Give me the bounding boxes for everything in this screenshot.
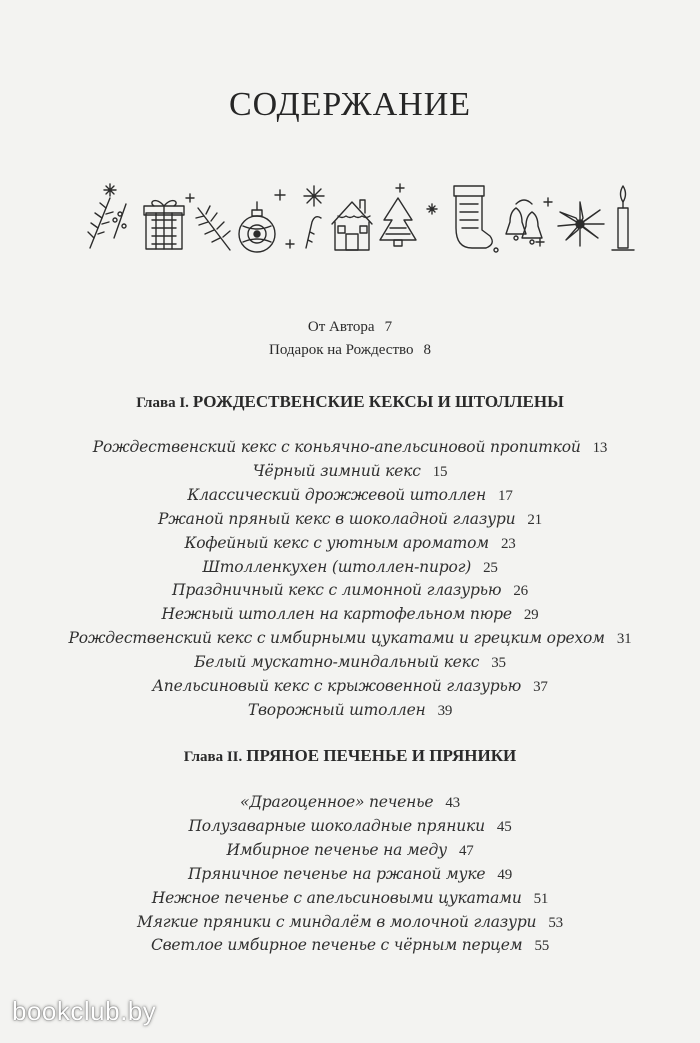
entry-label: Подарок на Рождество: [269, 341, 414, 358]
toc-entry[interactable]: [0, 603, 700, 627]
toc-entry[interactable]: [0, 934, 700, 958]
entry-label: Кофейный кекс с уютным ароматом: [184, 533, 489, 552]
toc-entry[interactable]: [0, 863, 700, 887]
toc-entry-intro-0[interactable]: [0, 316, 700, 339]
toc-entry[interactable]: [0, 556, 700, 580]
candy-cane-icon: [306, 217, 321, 248]
entry-page: 25: [483, 559, 498, 576]
entry-label: Чёрный зимний кекс: [252, 461, 421, 480]
entry-page: 45: [496, 818, 512, 835]
entry-label: Светлое имбирное печенье с чёрным перцем: [150, 936, 523, 955]
entry-page: 13: [592, 440, 608, 456]
entry-label: Нежный штоллен на картофельном пюре: [161, 605, 512, 624]
gift-box-icon: [144, 201, 184, 249]
christmas-ornaments-illustration: [80, 168, 640, 258]
toc-entry[interactable]: [0, 579, 700, 603]
entry-page: 35: [491, 655, 506, 672]
snowflake-icon: [427, 204, 437, 214]
watermark: bookclub.by: [12, 996, 157, 1026]
page-title: СОДЕРЖАНИЕ: [228, 86, 472, 123]
entry-label: Праздничный кекс с лимонной глазурью: [172, 581, 502, 600]
entry-label: Пряничное печенье на ржаной муке: [188, 864, 486, 883]
entry-page: 37: [533, 679, 548, 696]
toc-entry[interactable]: [0, 484, 700, 508]
entry-label: Штолленкухен (штоллен-пирог): [202, 557, 472, 576]
entry-label: Рождественский кекс с имбирными цукатами и грецким орехом: [68, 629, 605, 648]
intro-section: [0, 316, 700, 361]
chapter-1-entries: [0, 436, 700, 723]
snowflake-icon: [104, 184, 116, 196]
entry-page: 15: [432, 463, 448, 480]
entry-page: 7: [384, 319, 393, 335]
toc-entry[interactable]: [0, 887, 700, 911]
chapter-2-heading: [0, 746, 700, 766]
toc-entry[interactable]: [0, 532, 700, 556]
chapter-prefix: Глава II.: [183, 749, 243, 765]
entry-label: Апельсиновый кекс с крыжовенной глазурью: [152, 677, 522, 696]
entry-page: 53: [548, 914, 563, 931]
toc-entry[interactable]: [0, 839, 700, 863]
chapter-title: РОЖДЕСТВЕНСКИЕ КЕКСЫ И ШТОЛЛЕНЫ: [192, 392, 564, 411]
fir-branch-icon: [196, 206, 230, 250]
bells-icon: [506, 200, 542, 244]
entry-label: Полузаварные шоколадные пряники: [188, 816, 485, 835]
entry-label: Имбирное печенье на меду: [226, 840, 447, 859]
christmas-tree-icon: [380, 198, 416, 246]
toc-entry[interactable]: [0, 815, 700, 839]
berry-branch-icon: [88, 198, 126, 248]
toc-entry[interactable]: [0, 791, 700, 815]
toc-entry[interactable]: [0, 675, 700, 699]
entry-page: 31: [616, 631, 632, 648]
toc-entry[interactable]: [0, 508, 700, 532]
toc-entry[interactable]: [0, 436, 700, 460]
entry-label: Нежное печенье с апельсиновыми цукатами: [151, 888, 522, 907]
toc-entry-intro-1[interactable]: [0, 339, 700, 362]
entry-page: 55: [534, 938, 550, 955]
entry-label: Рождественский кекс с коньячно-апельсиновой пропиткой: [92, 438, 581, 456]
entry-label: Мягкие пряники с миндалём в молочной глазури: [137, 912, 537, 931]
poinsettia-icon: [558, 202, 604, 246]
entry-page: 39: [437, 702, 453, 719]
gingerbread-house-icon: [332, 200, 372, 250]
entry-label: Ржаной пряный кекс в шоколадной глазури: [158, 509, 516, 528]
entry-label: Классический дрожжевой штоллен: [187, 485, 487, 504]
star-icon: [396, 184, 404, 192]
toc-entry[interactable]: [0, 651, 700, 675]
chapter-title: ПРЯНОЕ ПЕЧЕНЬЕ И ПРЯНИКИ: [246, 746, 517, 765]
star-small-icon: [186, 194, 194, 202]
snowflake-large-icon: [304, 186, 324, 206]
star-icon: [275, 190, 294, 248]
christmas-stocking-icon: [454, 186, 498, 252]
toc-entry[interactable]: [0, 699, 700, 723]
entry-page: 43: [445, 795, 460, 811]
entry-page: 17: [498, 487, 513, 504]
entry-page: 21: [527, 511, 542, 528]
bauble-icon: [239, 202, 275, 252]
toc-entry[interactable]: [0, 911, 700, 935]
entry-label: Белый мускатно-миндальный кекс: [194, 653, 480, 672]
entry-label: От Автора: [307, 319, 375, 335]
entry-label: «Драгоценное» печенье: [240, 793, 434, 811]
toc-entry[interactable]: [0, 627, 700, 651]
toc-entry[interactable]: [0, 460, 700, 484]
entry-page: 47: [458, 842, 474, 859]
entry-page: 49: [497, 866, 512, 883]
entry-page: 8: [423, 341, 431, 358]
chapter-1-heading: [0, 392, 700, 412]
entry-page: 29: [523, 607, 539, 624]
entry-page: 23: [500, 535, 516, 552]
entry-label: Творожный штоллен: [247, 700, 426, 719]
chapter-2-entries: [0, 791, 700, 958]
entry-page: 51: [533, 890, 549, 907]
candle-icon: [612, 186, 634, 250]
chapter-prefix: Глава I.: [136, 395, 189, 411]
entry-page: 26: [513, 583, 528, 600]
